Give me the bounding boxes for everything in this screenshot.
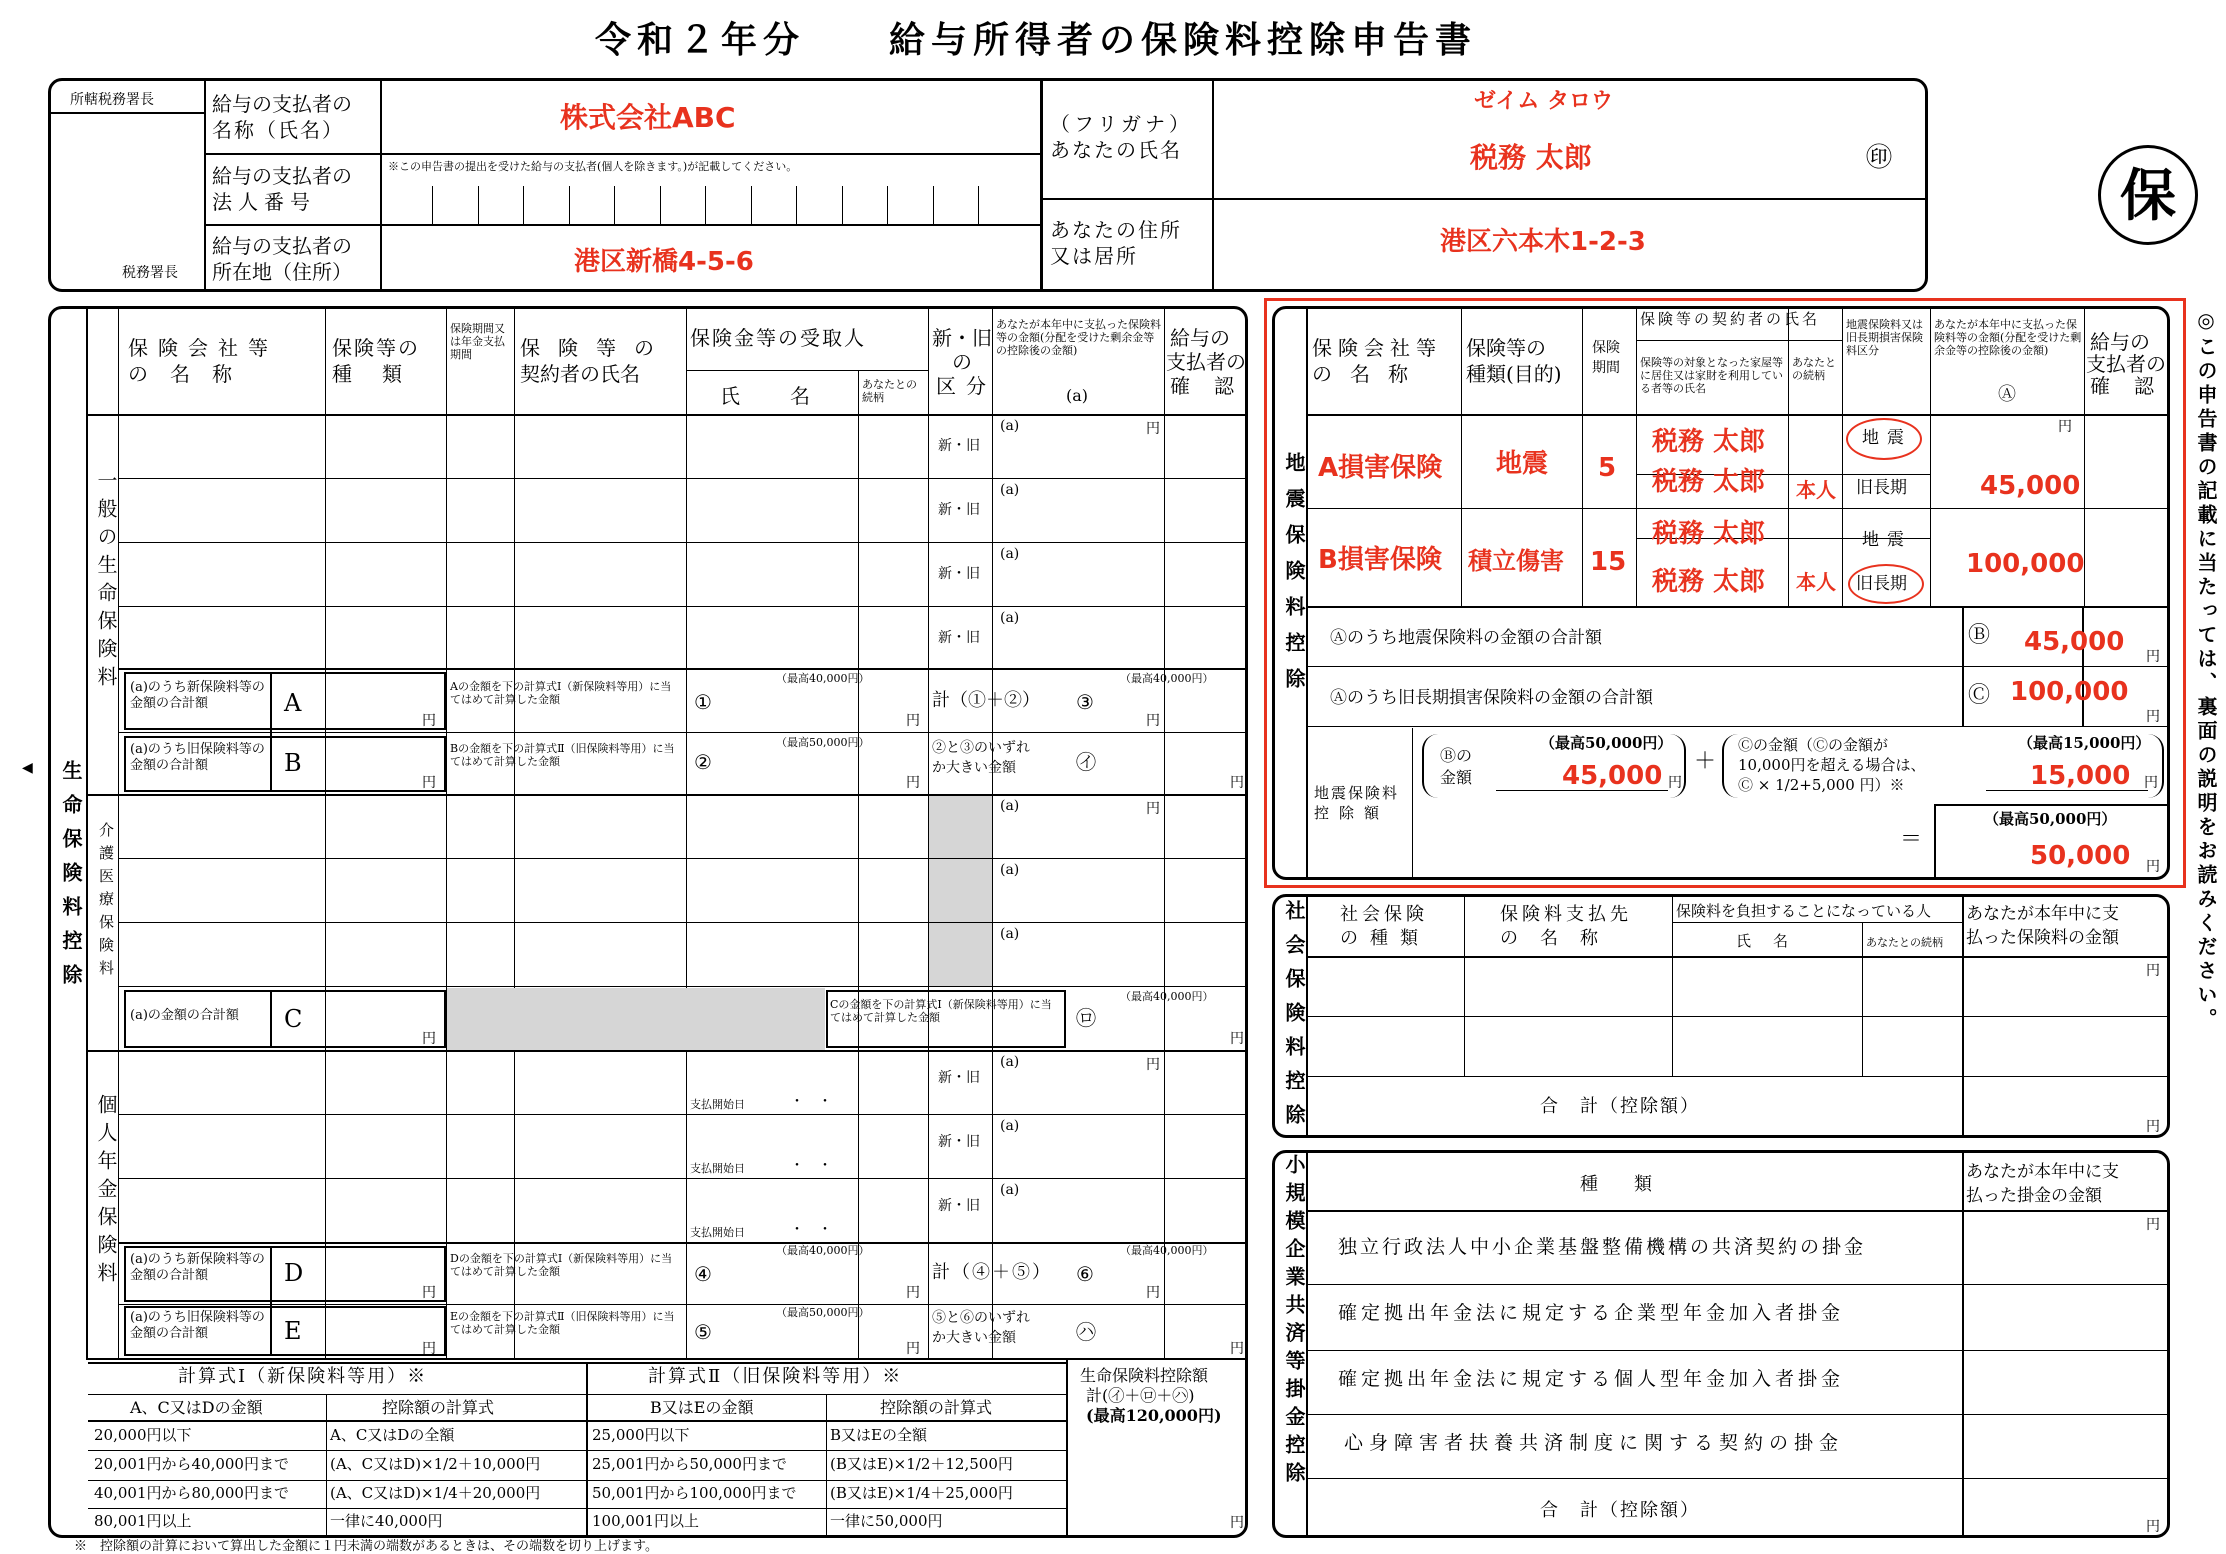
total-max: （最高50,000円）	[1984, 810, 2117, 828]
life-col-type-2: 種類	[332, 362, 432, 386]
formula-cell: 20,001円から40,000円まで	[94, 1455, 289, 1473]
yen-a: 円	[422, 713, 436, 729]
quake-col-insured: 保険等の対象となった家屋等に居住又は家財を利用している者等の氏名	[1640, 356, 1783, 396]
pension-newold-1[interactable]: 新・旧	[938, 1070, 980, 1086]
quake-row1-rel[interactable]: 本人	[1796, 478, 1836, 502]
digit-tick	[660, 186, 661, 224]
social-yen-total: 円	[2146, 1119, 2160, 1135]
life-col-recipient-name: 氏名	[720, 384, 860, 408]
formula-cell: 25,001円から50,000円まで	[592, 1455, 787, 1473]
sum-a-label: (a)のうち新保険料等の金額の合計額	[130, 680, 265, 712]
larger-23-2: か大きい金額	[932, 760, 1016, 776]
social-col-payee-1: 保険料支払先	[1500, 904, 1632, 925]
yen-e: 円	[422, 1341, 436, 1357]
social-side-title: 社会保険料控除	[1282, 900, 1306, 1138]
yen-ha: 円	[1230, 1341, 1244, 1357]
quake-row2-insured[interactable]: 税務 太郎	[1652, 567, 1766, 597]
sum-12-label: 計（①＋②）	[932, 690, 1040, 711]
smallbiz-row-1: 独立行政法人中小企業基盤整備機構の共済契約の掛金	[1338, 1236, 1867, 1258]
life-arrow: ◀	[22, 760, 33, 776]
yen-3: 円	[1146, 713, 1160, 729]
quake-col-contractor: 保険等の契約者の氏名	[1640, 310, 1821, 328]
your-name-value[interactable]: 税務 太郎	[1470, 141, 1592, 174]
quake-col-confirm-1: 給与の	[2090, 330, 2150, 354]
yen-bpart: 円	[1668, 775, 1682, 791]
life-col-recipient-rel: あなたとの続柄	[862, 378, 917, 405]
digit-tick	[751, 186, 752, 224]
quake-row2-amount[interactable]: 100,000	[1966, 549, 2085, 579]
circle-4: ④	[694, 1262, 712, 1286]
quake-row1-amount[interactable]: 45,000	[1980, 471, 2081, 501]
seal-mark: ㊞	[1866, 143, 1893, 173]
equals-sign: ＝	[1900, 827, 1923, 852]
quake-yen-top: 円	[2058, 419, 2072, 435]
sum-oldlong-mark: Ⓒ	[1968, 683, 1991, 708]
formula-cell: (B又はE)×1/2＋12,500円	[830, 1455, 1013, 1473]
i-mark: ㋑	[1076, 750, 1096, 774]
social-col-type-2: の種類	[1340, 928, 1430, 949]
circle-1: ①	[694, 690, 712, 714]
digit-tick	[842, 186, 843, 224]
your-address-value[interactable]: 港区六本木1-2-3	[1440, 227, 1646, 257]
formula-cell: 一律に50,000円	[830, 1512, 943, 1530]
smallbiz-row-3: 確定拠出年金法に規定する個人型年金加入者掛金	[1338, 1368, 1845, 1390]
smallbiz-side-title: 小規模企業共済等掛金控除	[1282, 1154, 1306, 1490]
yen-i: 円	[1230, 775, 1244, 791]
quake-col-confirm-3: 確認	[2090, 374, 2178, 398]
payer-number-note: ※この申告書の提出を受けた給与の支払者(個人を除きます。)が記載してください。	[388, 160, 798, 173]
general-life-label: 一般の生命保険料	[94, 470, 118, 694]
formula-cell: 80,001円以上	[94, 1512, 192, 1530]
b-part-label-1: Ⓑの	[1440, 746, 1473, 765]
life-col-type-1: 保険等の	[332, 336, 420, 360]
yen-sumb: 円	[2146, 649, 2160, 665]
digit-tick	[933, 186, 934, 224]
quake-row2-rel[interactable]: 本人	[1796, 570, 1836, 594]
earthquake-side-title: 地震保険料控除	[1282, 452, 1306, 704]
plus-sign: ＋	[1694, 749, 1717, 774]
insurance-stamp: 保	[2098, 145, 2198, 245]
quake-row1-contractor[interactable]: 税務 太郎	[1652, 427, 1766, 457]
quake-row1-type[interactable]: 地震	[1496, 449, 1549, 479]
quake-row1-period[interactable]: 5	[1598, 453, 1617, 483]
quake-col-period-1: 保険	[1592, 340, 1620, 356]
life-col-amount-a: (a)	[1066, 386, 1089, 405]
yen-ro: 円	[1230, 1031, 1244, 1047]
max40-5: （最高40,000円）	[1120, 1244, 1214, 1257]
dots-1: ・ ・	[790, 1094, 832, 1110]
yen-b: 円	[422, 775, 436, 791]
social-col-bearer: 保険料を負担することになっている人	[1676, 902, 1932, 920]
smallbiz-row-2: 確定拠出年金法に規定する企業型年金加入者掛金	[1338, 1302, 1845, 1324]
quake-deduct-label-2: 控除額	[1314, 804, 1390, 822]
a-mark-2: (a)	[1000, 482, 1020, 498]
circle-5: ⑤	[694, 1320, 712, 1344]
newold-3[interactable]: 新・旧	[938, 566, 980, 582]
formula2-col2: 控除額の計算式	[880, 1398, 993, 1417]
pay-start-3: 支払開始日	[690, 1226, 745, 1239]
smallbiz-col-amount-1: あなたが本年中に支	[1966, 1162, 2119, 1182]
calc-b-label: Bの金額を下の計算式Ⅱ（旧保険料等用）に当てはめて計算した金額	[450, 742, 675, 769]
small-business-section	[1272, 1150, 2170, 1538]
quake-row2-period[interactable]: 15	[1590, 547, 1627, 577]
quake-row1-class-top[interactable]: 地震	[1862, 428, 1912, 448]
formula-cell: (A、C又はD)×1/4＋20,000円	[330, 1484, 541, 1502]
sum-quake-label: Ⓐのうち地震保険料の金額の合計額	[1330, 628, 1602, 648]
life-col-confirm-2: 支払者の	[1166, 350, 1246, 374]
digit-tick	[432, 186, 433, 224]
quake-row2-class-bottom[interactable]: 旧長期	[1856, 574, 1907, 594]
yen-1: 円	[906, 713, 920, 729]
calc-e-label: Eの金額を下の計算式Ⅱ（旧保険料等用）に当てはめて計算した金額	[450, 1310, 675, 1337]
dots-2: ・ ・	[790, 1158, 832, 1174]
b-max: （最高50,000円）	[1540, 734, 1673, 752]
sum-oldlong-value[interactable]: 100,000	[2010, 677, 2129, 707]
payer-name-value[interactable]: 株式会社ABC	[560, 101, 736, 134]
yen-general: 円	[1146, 421, 1160, 437]
pension-label: 個人年金保険料	[94, 1094, 118, 1290]
life-footnote: ※ 控除額の計算において算出した金額に１円未満の端数があるときは、その端数を切り上げます。	[74, 1539, 658, 1554]
circle-2: ②	[694, 750, 712, 774]
life-col-newold-1: 新・旧	[932, 326, 992, 350]
your-address-label-2: 又は居所	[1050, 244, 1138, 268]
furigana-label: （フリガナ）	[1050, 112, 1193, 136]
life-col-company-2: の名称	[128, 362, 254, 386]
quake-col-class: 地震保険料又は旧長期損害保険料区分	[1846, 318, 1923, 358]
life-col-period: 保険期間又は年金支払期間	[450, 322, 505, 362]
digit-tick	[796, 186, 797, 224]
yen-cpart: 円	[2144, 775, 2158, 791]
max40-1: （最高40,000円）	[776, 672, 870, 685]
max40-3: （最高40,000円）	[1120, 990, 1214, 1003]
life-col-newold-3: 区分	[936, 374, 996, 398]
pension-a-3: (a)	[1000, 1182, 1020, 1198]
formula1-col1: A、C又はDの金額	[130, 1398, 263, 1417]
sum-d-label: (a)のうち新保険料等の金額の合計額	[130, 1252, 265, 1284]
yen-6: 円	[1146, 1285, 1160, 1301]
b-part-value[interactable]: 45,000	[1562, 761, 1663, 791]
quake-col-company-2: の名称	[1312, 362, 1426, 386]
life-total-label-2: 計(㋑＋㋺＋㋩)	[1086, 1386, 1195, 1405]
formula-cell: 25,000円以下	[592, 1426, 690, 1444]
a-mark-1: (a)	[1000, 418, 1020, 434]
smallbiz-total: 合 計（控除額）	[1540, 1500, 1700, 1521]
formula1-col2: 控除額の計算式	[382, 1398, 495, 1417]
care-a-3: (a)	[1000, 926, 1020, 942]
max40-2: （最高40,000円）	[1120, 672, 1214, 685]
tax-office-chief-label: 所轄税務署長	[70, 92, 154, 108]
max50-2: （最高50,000円）	[776, 1306, 870, 1319]
formula-cell: (A、C又はD)×1/2＋10,000円	[330, 1455, 541, 1473]
yen-d: 円	[422, 1285, 436, 1301]
ro-mark: ㋺	[1076, 1006, 1096, 1030]
yen-5: 円	[906, 1341, 920, 1357]
a-mark-3: (a)	[1000, 546, 1020, 562]
yen-care: 円	[1146, 801, 1160, 817]
yen-4: 円	[906, 1285, 920, 1301]
yen-sumc: 円	[2146, 709, 2160, 725]
social-col-amount-1: あなたが本年中に支	[1966, 904, 2119, 924]
quake-col-type-2: 種類(目的)	[1466, 362, 1562, 386]
quake-row2-class-top[interactable]: 地震	[1862, 530, 1912, 550]
circle-3: ③	[1076, 690, 1094, 714]
life-col-confirm-3: 確認	[1170, 374, 1258, 398]
quake-col-rel: あなたとの続柄	[1792, 356, 1836, 383]
sum-quake-mark: Ⓑ	[1968, 623, 1991, 648]
letter-c: C	[284, 1005, 303, 1033]
formula-cell: 40,001円から80,000円まで	[94, 1484, 289, 1502]
life-col-company-1: 保険会社等	[128, 336, 278, 360]
quake-col-company-1: 保険会社等	[1312, 336, 1442, 360]
yen-quake-total: 円	[2146, 859, 2160, 875]
quake-total-value[interactable]: 50,000	[2030, 841, 2131, 871]
quake-row2-contractor[interactable]: 税務 太郎	[1652, 519, 1766, 549]
tax-office-label: 税務署長	[122, 265, 178, 281]
life-side-title: 生命保険料控除	[59, 760, 83, 998]
life-total-label-3: (最高120,000円)	[1086, 1406, 1222, 1425]
sum-quake-value[interactable]: 45,000	[2024, 627, 2125, 657]
dots-3: ・ ・	[790, 1222, 832, 1238]
calc-a-label: Aの金額を下の計算式Ⅰ（新保険料等用）に当てはめて計算した金額	[450, 680, 672, 707]
digit-tick	[569, 186, 570, 224]
smallbiz-yen-top: 円	[2146, 1217, 2160, 1233]
c-part-label-1: Ⓒの金額（Ⓒの金額が	[1738, 736, 1889, 754]
payer-address-label-2: 所在地（住所）	[212, 260, 352, 284]
ha-mark: ㋩	[1076, 1320, 1096, 1344]
yen-2: 円	[906, 775, 920, 791]
pay-start-2: 支払開始日	[690, 1162, 745, 1175]
c-part-label-3: Ⓒ × 1/2+5,000 円）※	[1738, 776, 1905, 794]
quake-row1-insured[interactable]: 税務 太郎	[1652, 467, 1766, 497]
care-label: 介護医療保険料	[97, 822, 115, 983]
pay-start-1: 支払開始日	[690, 1098, 745, 1111]
quake-row1-class-bottom[interactable]: 旧長期	[1856, 478, 1907, 498]
social-col-amount-2: 払った保険料の金額	[1966, 928, 2119, 948]
quake-col-amount-mark: Ⓐ	[1998, 384, 2016, 405]
smallbiz-row-4: 心身障害者扶養共済制度に関する契約の掛金	[1344, 1432, 1845, 1454]
newold-4[interactable]: 新・旧	[938, 630, 980, 646]
smallbiz-yen-total: 円	[2146, 1519, 2160, 1535]
payer-address-value[interactable]: 港区新橋4-5-6	[574, 247, 754, 277]
care-a-1: (a)	[1000, 798, 1020, 814]
sum-b-label: (a)のうち旧保険料等の金額の合計額	[130, 742, 265, 774]
quake-row1-company[interactable]: A損害保険	[1318, 453, 1443, 483]
quake-col-amount: あなたが本年中に支払った保険料等の金額(分配を受けた剰余金等の控除後の金額)	[1934, 318, 2082, 358]
social-col-type-1: 社会保険	[1340, 904, 1428, 925]
life-col-amount: あなたが本年中に支払った保険料等の金額(分配を受けた剰余金等の控除後の金額)	[996, 318, 1161, 358]
formula-cell: 50,001円から100,000円まで	[592, 1484, 797, 1502]
calc-d-label: Dの金額を下の計算式Ⅰ（新保険料等用）に当てはめて計算した金額	[450, 1252, 673, 1279]
quake-row2-type[interactable]: 積立傷害	[1468, 547, 1564, 575]
social-col-name: 氏名	[1736, 932, 1811, 950]
letter-d: D	[284, 1259, 304, 1287]
larger-56-1: ⑤と⑥のいずれ	[932, 1310, 1030, 1326]
furigana-value[interactable]: ゼイム タロウ	[1474, 89, 1613, 114]
life-col-confirm-1: 給与の	[1170, 326, 1230, 350]
c-part-label-2: 10,000円を超える場合は、	[1738, 756, 1926, 774]
sum-e-label: (a)のうち旧保険料等の金額の合計額	[130, 1310, 265, 1342]
pension-a-1: (a)	[1000, 1054, 1020, 1070]
quake-deduct-label-1: 地震保険料	[1314, 784, 1400, 802]
yen-c: 円	[422, 1031, 436, 1047]
smallbiz-col-amount-2: 払った掛金の金額	[1966, 1186, 2102, 1206]
larger-23-1: ②と③のいずれ	[932, 740, 1030, 756]
social-col-payee-2: の名称	[1500, 928, 1620, 949]
letter-b: B	[284, 749, 302, 777]
page-title: 令和２年分 給与所得者の保険料控除申告書	[595, 20, 1478, 61]
social-col-rel: あなたとの続柄	[1866, 936, 1943, 949]
life-col-recipient: 保険金等の受取人	[690, 326, 866, 350]
b-part-label-2: 金額	[1440, 768, 1473, 787]
formula-cell: B又はEの全額	[830, 1426, 927, 1444]
side-note: ◎この申告書の記載に当たっては、裏面の説明をお読みください。	[2194, 308, 2218, 1032]
quake-row2-company[interactable]: B損害保険	[1318, 545, 1442, 575]
life-total-label-1: 生命保険料控除額	[1080, 1366, 1209, 1385]
yen-life-total: 円	[1230, 1515, 1244, 1531]
formula2-title: 計算式Ⅱ（旧保険料等用）※	[648, 1366, 903, 1387]
formula-cell: 20,000円以下	[94, 1426, 192, 1444]
letter-a: A	[284, 689, 302, 717]
formula1-title: 計算式Ⅰ（新保険料等用）※	[178, 1366, 428, 1387]
payer-number-label-1: 給与の支払者の	[212, 164, 352, 188]
your-name-label: あなたの氏名	[1050, 138, 1182, 162]
sum-oldlong-label: Ⓐのうち旧長期損害保険料の金額の合計額	[1330, 688, 1653, 708]
digit-tick	[887, 186, 888, 224]
letter-e: E	[284, 1317, 302, 1345]
pension-newold-2[interactable]: 新・旧	[938, 1134, 980, 1150]
payer-name-label-2: 名称（氏名）	[212, 118, 344, 142]
sum-c-label: (a)の金額の合計額	[130, 1008, 239, 1023]
care-a-2: (a)	[1000, 862, 1020, 878]
formula-cell: 一律に40,000円	[330, 1512, 443, 1530]
quake-col-type-1: 保険等の	[1466, 336, 1546, 360]
sum-45-label: 計（④＋⑤）	[932, 1262, 1052, 1283]
larger-56-2: か大きい金額	[932, 1330, 1016, 1346]
digit-tick	[523, 186, 524, 224]
pension-a-2: (a)	[1000, 1118, 1020, 1134]
life-col-newold-2: の	[952, 350, 972, 374]
pension-newold-3[interactable]: 新・旧	[938, 1198, 980, 1214]
smallbiz-col-type: 種 類	[1580, 1174, 1652, 1195]
circle-6: ⑥	[1076, 1262, 1094, 1286]
max40-4: （最高40,000円）	[776, 1244, 870, 1257]
your-address-label-1: あなたの住所	[1050, 218, 1182, 242]
quake-col-confirm-2: 支払者の	[2086, 352, 2166, 376]
calc-c-label: Cの金額を下の計算式Ⅰ（新保険料等用）に当てはめて計算した金額	[830, 998, 1052, 1025]
digit-tick	[705, 186, 706, 224]
digit-tick	[478, 186, 479, 224]
c-part-value[interactable]: 15,000	[2030, 761, 2131, 791]
formula2-col1: B又はEの金額	[650, 1398, 754, 1417]
payer-number-label-2: 法人番号	[212, 190, 316, 214]
life-col-contractor-1: 保険等の	[520, 336, 672, 360]
social-yen-top: 円	[2146, 963, 2160, 979]
newold-1[interactable]: 新・旧	[938, 438, 980, 454]
care-gray-2	[447, 988, 825, 1050]
life-col-contractor-2: 契約者の氏名	[520, 362, 640, 386]
payer-name-label-1: 給与の支払者の	[212, 92, 352, 116]
payer-address-label-1: 給与の支払者の	[212, 234, 352, 258]
quake-col-period-2: 期間	[1592, 360, 1620, 376]
formula-cell: A、C又はDの全額	[330, 1426, 455, 1444]
care-gray-1	[929, 796, 992, 986]
a-mark-4: (a)	[1000, 610, 1020, 626]
max50-1: （最高50,000円）	[776, 736, 870, 749]
yen-pension: 円	[1146, 1057, 1160, 1073]
digit-tick	[978, 186, 979, 224]
formula-cell: 100,001円以上	[592, 1512, 700, 1530]
formula-cell: (B又はE)×1/4＋25,000円	[830, 1484, 1013, 1502]
social-total: 合 計（控除額）	[1540, 1096, 1700, 1117]
newold-2[interactable]: 新・旧	[938, 502, 980, 518]
digit-tick	[614, 186, 615, 224]
c-max: （最高15,000円）	[2018, 734, 2151, 752]
